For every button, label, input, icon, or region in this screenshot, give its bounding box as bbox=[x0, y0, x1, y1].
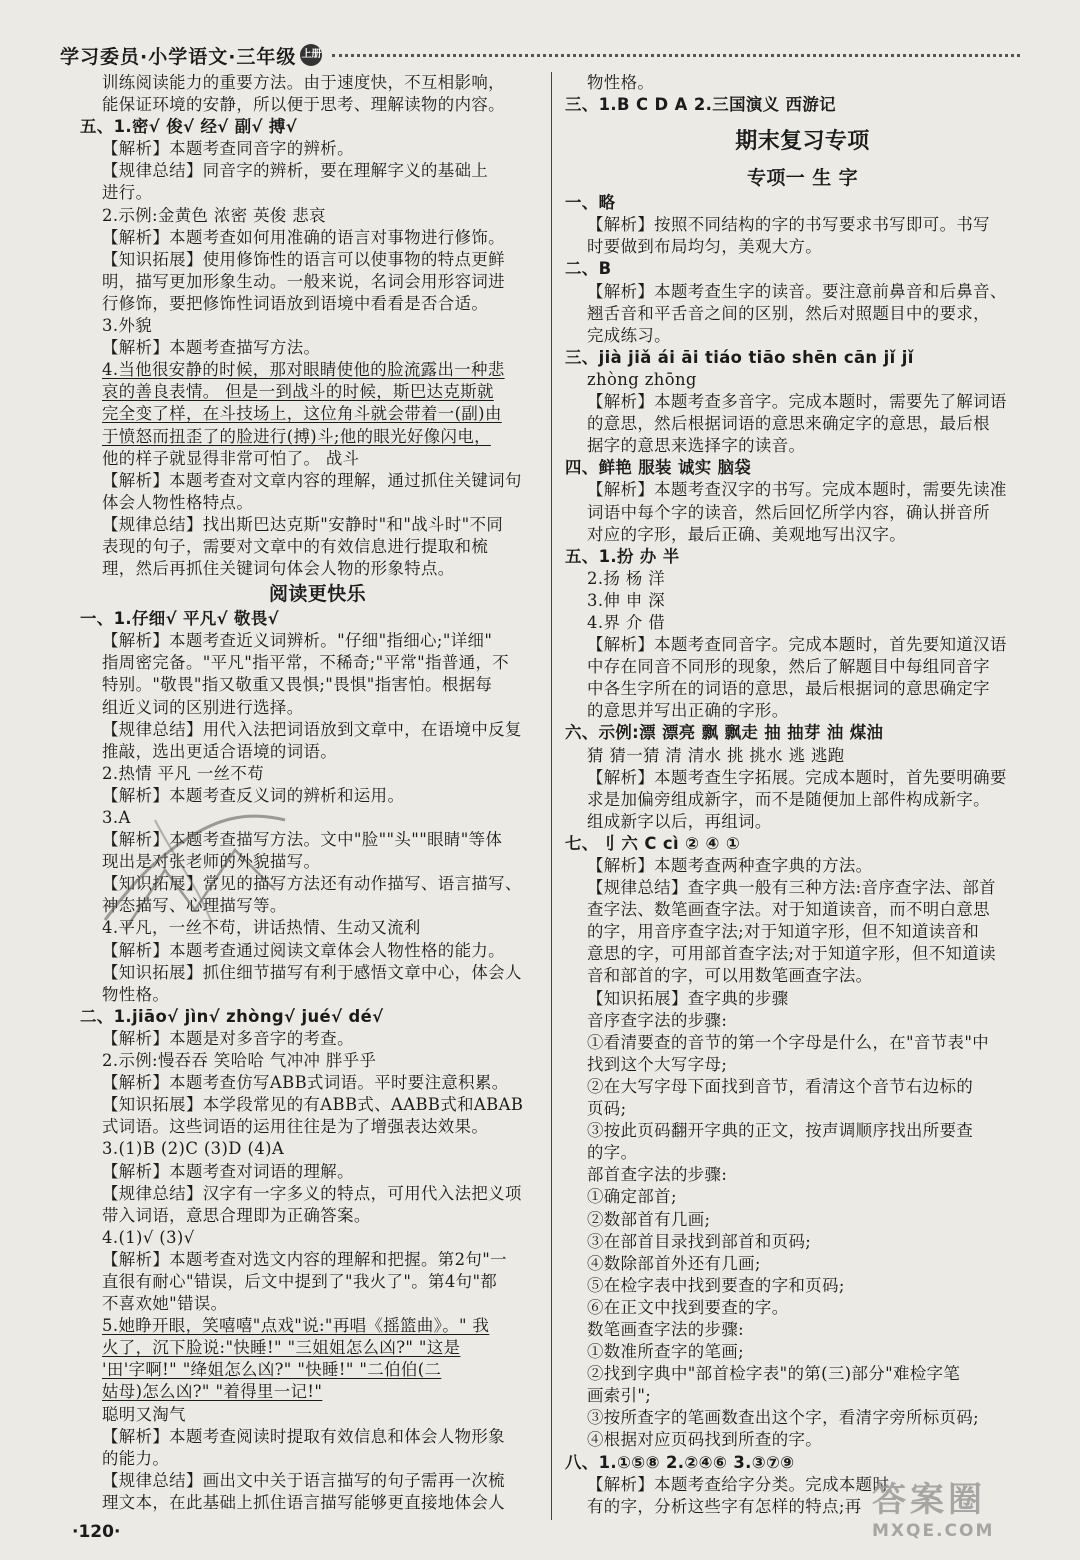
page-header bbox=[60, 38, 1020, 72]
answer-line: ⑥在正文中找到要查的字。 bbox=[587, 1297, 789, 1317]
answer-line: 表现的句子，需要对文章中的有效信息进行提取和梳 bbox=[102, 536, 489, 556]
answer-line: 【解析】本题考查给字分类。完成本题时 bbox=[587, 1474, 890, 1494]
answer-line: 进行。 bbox=[102, 183, 153, 203]
answer-line: 的意思并写出正确的字形。 bbox=[587, 701, 789, 721]
answer-line: 4.界 介 借 bbox=[587, 612, 666, 632]
section-heading: 期末复习专项 bbox=[735, 129, 870, 155]
answer-line: 页码; bbox=[587, 1099, 627, 1119]
answer-line: 【解析】本题考查描写方法。文中"脸""头""眼睛"等体 bbox=[102, 830, 503, 850]
answer-line: 3.外貌 bbox=[102, 316, 153, 336]
answer-line: 二、B bbox=[565, 259, 612, 279]
answer-line: 式词语。这些词语的运用往往是为了增强表达效果。 bbox=[102, 1117, 489, 1137]
section-heading: 阅读更快乐 bbox=[268, 583, 366, 606]
answer-line: 八、1.①⑤⑧ 2.②④⑥ 3.③⑦⑨ bbox=[565, 1452, 795, 1472]
column-divider bbox=[551, 72, 552, 1520]
answer-line: 二、1.jiāo√ jìn√ zhòng√ jué√ dé√ bbox=[80, 1006, 384, 1026]
answer-line: 的字，用音序查字法;对于知道字形，但不知道读音和 bbox=[587, 922, 980, 942]
answer-line: 对应的字形，最后正确、美观地写出汉字。 bbox=[587, 524, 907, 544]
answer-line: 有的字，分析这些字有怎样的特点;再 bbox=[587, 1496, 862, 1516]
answer-line: ③按所查字的笔画数查出这个字，看清字旁所标页码; bbox=[587, 1408, 980, 1428]
answer-line: 物性格。 bbox=[102, 984, 170, 1004]
answer-line: 【解析】本题考查对词语的理解。 bbox=[102, 1161, 354, 1181]
answer-line: 4.平凡，一丝不苟，讲话热情、生动又流利 bbox=[102, 918, 421, 938]
answer-line: 他的样子就显得非常可怕了。 战斗 bbox=[102, 448, 360, 468]
answer-line: 【解析】本题考查生字的读音。要注意前鼻音和后鼻音、 bbox=[587, 281, 1007, 301]
answer-line: ②在大写字母下面找到音节，看清这个音节右边标的 bbox=[587, 1076, 974, 1096]
answer-line: 2.示例:金黄色 浓密 英俊 悲哀 bbox=[102, 205, 326, 225]
answer-line: 意思的字，可用部首查字法;对于知道字形，但不知道读 bbox=[587, 944, 996, 964]
answer-line: 2.扬 杨 洋 bbox=[587, 568, 666, 588]
answer-line: 【解析】本题考查近义词辨析。"仔细"指细心;"详细" bbox=[102, 631, 493, 651]
answer-line: 画索引"; bbox=[587, 1386, 652, 1406]
answer-line: 【知识拓展】抓住细节描写有利于感悟文章中心，体会人 bbox=[102, 962, 522, 982]
answer-line: 行修饰，要把修饰性词语放到语境中看看是否合适。 bbox=[102, 293, 489, 313]
answer-line: 姑母)怎么凶?" "着得里一记!" bbox=[102, 1382, 323, 1402]
answer-line: 【解析】本题考查同音字的辨析。 bbox=[102, 139, 354, 159]
answer-line: '田'字啊!" "绛姐怎么凶?" "快睡!" "二伯伯(二 bbox=[102, 1360, 442, 1380]
answer-line: 的能力。 bbox=[102, 1448, 170, 1468]
answer-line: 组成新字以后，再组词。 bbox=[587, 811, 772, 831]
answer-line: 一、1.仔细√ 平凡√ 敬畏√ bbox=[80, 609, 279, 629]
header-dotted-rule bbox=[332, 54, 1020, 57]
answer-line: 六、示例:漂 漂亮 飘 飘走 抽 抽芽 油 煤油 bbox=[565, 723, 884, 743]
answer-line: 五、1.密√ 俊√ 经√ 副√ 搏√ bbox=[80, 117, 298, 137]
site-watermark bbox=[872, 1480, 1062, 1550]
answer-line: 完成练习。 bbox=[587, 325, 671, 345]
section-heading: 专项一 生 字 bbox=[746, 167, 859, 190]
answer-line: 【解析】本题考查反义词的辨析和运用。 bbox=[102, 785, 405, 805]
answer-line: 数笔画查字法的步骤: bbox=[587, 1319, 745, 1339]
answer-line: 查字法、数笔画查字法。对于知道读音，而不明白意思 bbox=[587, 900, 990, 920]
answer-line: 【解析】本题考查对文章内容的理解，通过抓住关键词句 bbox=[102, 470, 522, 490]
answer-line: 【解析】本题考查通过阅读文章体会人物性格的能力。 bbox=[102, 940, 505, 960]
left-answer-column bbox=[80, 72, 555, 1514]
answer-line: 于愤怒而扭歪了的脸进行(搏)斗;他的眼光好像闪电， bbox=[102, 426, 491, 446]
answer-line: 中各生字所在的词语的意思，最后根据词的意思确定字 bbox=[587, 679, 990, 699]
answer-line: 组近义词的区别进行选择。 bbox=[102, 697, 304, 717]
answer-line: 时要做到布局均匀，美观大方。 bbox=[587, 237, 823, 257]
answer-line: 2.示例:慢吞吞 笑哈哈 气冲冲 胖乎乎 bbox=[102, 1051, 377, 1071]
answer-line: ③在部首目录找到部首和页码; bbox=[587, 1231, 812, 1251]
answer-line: 【解析】按照不同结构的字的书写要求书写即可。书写 bbox=[587, 215, 990, 235]
answer-line: 【规律总结】查字典一般有三种方法:音序查字法、部首 bbox=[587, 878, 996, 898]
answer-line: 3.伸 申 深 bbox=[587, 590, 666, 610]
answer-line: 【规律总结】汉字有一字多义的特点，可用代入法把义项 bbox=[102, 1183, 522, 1203]
answer-line: 音和部首的字，可以用数笔画查字法。 bbox=[587, 966, 873, 986]
answer-line: 特别。"敬畏"指又敬重又畏惧;"畏惧"指害怕。根据每 bbox=[102, 675, 493, 695]
answer-line: ②数部首有几画; bbox=[587, 1209, 711, 1229]
answer-line: ①数准所查字的笔画; bbox=[587, 1342, 745, 1362]
watermark-url: MXQE.COM bbox=[872, 1521, 995, 1541]
answer-line: 【规律总结】同音字的辨析，要在理解字义的基础上 bbox=[102, 161, 489, 181]
answer-line: 3.(1)B (2)C (3)D (4)A bbox=[102, 1139, 285, 1159]
answer-line: ④根据对应页码找到所查的字。 bbox=[587, 1430, 823, 1450]
answer-line: 【解析】本题考查汉字的书写。完成本题时，需要先读准 bbox=[587, 480, 1007, 500]
answer-line: 找到这个大写字母; bbox=[587, 1054, 728, 1074]
answer-line: 一、略 bbox=[565, 193, 616, 213]
answer-line: 猜 猜一猜 清 清水 挑 挑水 逃 逃跑 bbox=[587, 745, 845, 765]
answer-line: 明，描写更加形象生动。一般来说，名词会用形容词进 bbox=[102, 271, 505, 291]
answer-line: 火了，沉下脸说:"快睡!" "三姐姐怎么凶?" "这是 bbox=[102, 1338, 461, 1358]
answer-line: ④数除部首外还有几画; bbox=[587, 1253, 761, 1273]
answer-line: 【解析】本题考查生字拓展。完成本题时，首先要明确要 bbox=[587, 767, 1007, 787]
answer-line: 【解析】本题考查如何用准确的语言对事物进行修饰。 bbox=[102, 227, 505, 247]
answer-line: 五、1.扮 办 半 bbox=[565, 546, 680, 566]
answer-line: 【解析】本题考查仿写ABB式词语。平时要注意积累。 bbox=[102, 1073, 509, 1093]
answer-line: 【解析】本题考查描写方法。 bbox=[102, 338, 321, 358]
answer-line: 体会人物性格特点。 bbox=[102, 492, 254, 512]
answer-line: 三、jià jiǎ ái āi tiáo tiāo shēn cān jǐ jǐ bbox=[565, 347, 914, 367]
answer-line: 2.热情 平凡 一丝不苟 bbox=[102, 763, 264, 783]
answer-line: 直很有耐心"错误，后文中提到了"我火了"。第4句"都 bbox=[102, 1271, 498, 1291]
answer-line: 理文本，在此基础上抓住语言描写能够更直接地体会人 bbox=[102, 1492, 505, 1512]
answer-line: 带入词语，意思合理即为正确答案。 bbox=[102, 1205, 371, 1225]
answer-line: 【知识拓展】常见的描写方法还有动作描写、语言描写、 bbox=[102, 874, 522, 894]
answer-line: ②找到字典中"部首检字表"的第(三)部分"难检字笔 bbox=[587, 1364, 961, 1384]
answer-line: 推敲，选出更适合语境的词语。 bbox=[102, 741, 338, 761]
answer-line: 【规律总结】找出斯巴达克斯"安静时"和"战斗时"不同 bbox=[102, 514, 504, 534]
answer-line: 求是加偏旁组成新字，而不是随便加上部件构成新字。 bbox=[587, 789, 990, 809]
answer-line: 聪明又淘气 bbox=[102, 1404, 186, 1424]
answer-line: 神态描写、心理描写等。 bbox=[102, 896, 287, 916]
answer-line: 训练阅读能力的重要方法。由于速度快，不互相影响， bbox=[102, 73, 505, 92]
answer-line: 七、刂 六 C cì ② ④ ① bbox=[565, 833, 741, 853]
answer-line: 【解析】本题考查对选文内容的理解和把握。第2句"一 bbox=[102, 1249, 507, 1269]
book-title: 学习委员·小学语文·三年级 bbox=[60, 45, 297, 68]
answer-line: 完全变了样，在斗技场上，这位角斗就会带着一(副)由 bbox=[102, 404, 502, 424]
answer-line: 四、鲜艳 服装 诚实 脑袋 bbox=[565, 458, 752, 478]
answer-line: ①看清要查的音节的第一个字母是什么，在"音节表"中 bbox=[587, 1032, 990, 1052]
answer-line: ⑤在检字表中找到要查的字和页码; bbox=[587, 1275, 845, 1295]
answer-line: 理，然后再抓住关键词句体会人物的形象特点。 bbox=[102, 559, 455, 579]
answer-line: 【规律总结】画出文中关于语言描写的句子需再一次梳 bbox=[102, 1470, 505, 1490]
answer-line: 【解析】本题考查两种查字典的方法。 bbox=[587, 856, 873, 875]
pencil-scribble-mark bbox=[95, 800, 305, 940]
answer-line: 【知识拓展】本学段常见的有ABB式、AABB式和ABAB bbox=[102, 1095, 524, 1115]
answer-line: 【解析】本题是对多音字的考查。 bbox=[102, 1028, 354, 1048]
answer-line: 据字的意思来选择字的读音。 bbox=[587, 436, 806, 456]
answer-line: 4.(1)√ (3)√ bbox=[102, 1227, 195, 1247]
answer-line: 三、1.B C D A 2.三国演义 西游记 bbox=[565, 95, 836, 115]
page-number: ·120· bbox=[72, 1522, 121, 1542]
answer-line: 中存在同音不同形的现象，然后了解题目中每组同音字 bbox=[587, 657, 990, 677]
answer-line: 不喜欢她"错误。 bbox=[102, 1294, 228, 1314]
answer-line: 【解析】本题考查同音字。完成本题时，首先要知道汉语 bbox=[587, 635, 1007, 655]
volume-badge: 上册 bbox=[300, 44, 322, 66]
answer-line: zhòng zhōng bbox=[587, 369, 697, 389]
right-answer-column bbox=[565, 72, 1040, 1518]
answer-line: 音序查字法的步骤: bbox=[587, 1010, 728, 1030]
answer-line: 的意思，然后根据词语的意思来确定字的意思，最后根 bbox=[587, 414, 990, 434]
answer-line: ①确定部首; bbox=[587, 1187, 677, 1207]
answer-line: 翘舌音和平舌音之间的区别，然后对照题目中的要求， bbox=[587, 303, 990, 323]
answer-line: 指周密完备。"平凡"指平常，不稀奇;"平常"指普通，不 bbox=[102, 653, 510, 673]
answer-line: 物性格。 bbox=[587, 73, 655, 92]
answer-line: 能保证环境的安静，所以便于思考、理解读物的内容。 bbox=[102, 95, 505, 115]
answer-line: 部首查字法的步骤: bbox=[587, 1165, 728, 1185]
answer-line: 5.她睁开眼，笑嘻嘻"点戏"说:"再唱《摇篮曲》。" 我 bbox=[102, 1316, 490, 1336]
answer-line: 【知识拓展】查字典的步骤 bbox=[587, 988, 789, 1008]
answer-line: 【知识拓展】使用修饰性的语言可以使事物的特点更鲜 bbox=[102, 249, 505, 269]
answer-line: 4.当他很安静的时候，那对眼睛使他的脸流露出一种悲 bbox=[102, 360, 505, 380]
watermark-logo-text: 答案圈 bbox=[872, 1480, 986, 1520]
answer-line: 的字。 bbox=[587, 1143, 638, 1163]
answer-line: 3.A bbox=[102, 808, 131, 827]
answer-line: 哀的善良表情。 但是一到战斗的时候，斯巴达克斯就 bbox=[102, 382, 494, 402]
answer-line: 现出是对张老师的外貌描写。 bbox=[102, 852, 321, 872]
answer-line: 【解析】本题考查阅读时提取有效信息和体会人物形象 bbox=[102, 1426, 505, 1446]
answer-line: ③按此页码翻开字典的正文，按声调顺序找出所要查 bbox=[587, 1121, 974, 1141]
answer-line: 词语中每个字的读音，然后回忆所学内容，确认拼音所 bbox=[587, 502, 990, 522]
answer-line: 【规律总结】用代入法把词语放到文章中，在语境中反复 bbox=[102, 719, 522, 739]
answer-line: 【解析】本题考查多音字。完成本题时，需要先了解词语 bbox=[587, 392, 1007, 412]
